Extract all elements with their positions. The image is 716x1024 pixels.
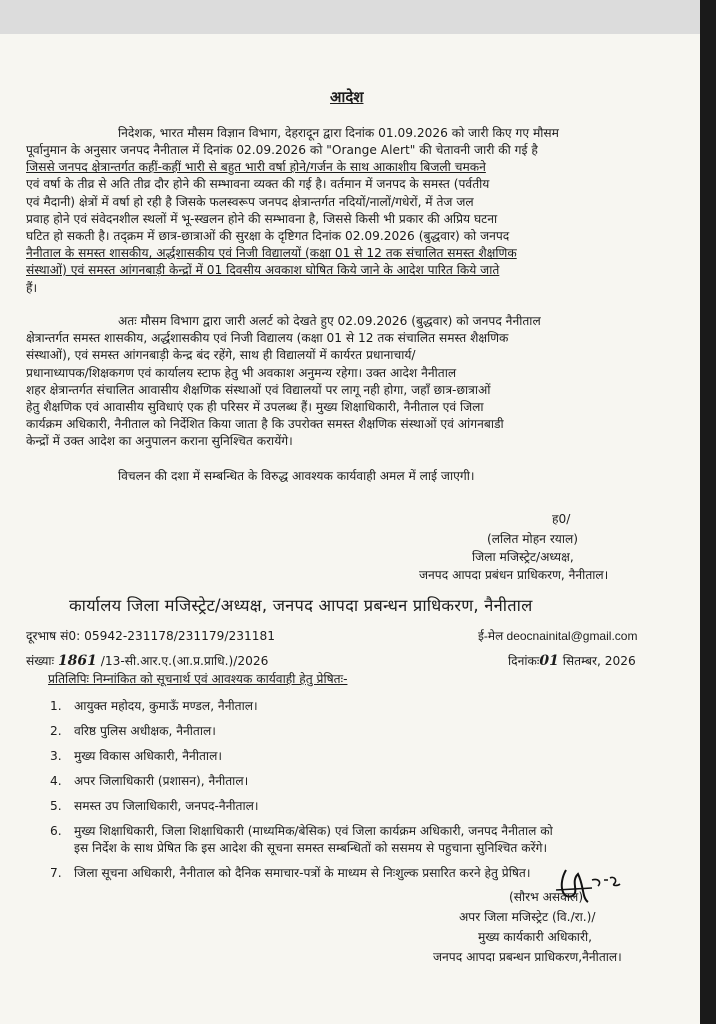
para1-line-6: प्रवाह होने एवं संवेदनशील स्थलों में भू-स्खलन होने की सम्भावना है, जिससे किसी भी प्रकार की अप्रिय घटना [26, 212, 498, 226]
reference-number [26, 653, 268, 669]
copy-item-6-line-2: इस निर्देश के साथ प्रेषित कि इस आदेश की सूचना समस्त सम्बन्धितों को ससमय से पहुचाना सुनिश्चित करेंगे। [74, 841, 548, 855]
letter-date [508, 653, 636, 669]
copy-item-2-num: 2. [50, 724, 62, 738]
scan-top-bar [0, 0, 716, 34]
copy-item-2: वरिष्ठ पुलिस अधीक्षक, नैनीताल। [74, 724, 216, 738]
para2-line-8: केन्द्रों में उक्त आदेश का अनुपालन कराना सुनिश्चित करायेंगे। [26, 434, 293, 448]
para1-line-1: निदेशक, भारत मौसम विज्ञान विभाग, देहरादून द्वारा दिनांक 01.09.2026 को जारी किए गए मौसम [118, 126, 559, 140]
copy-item-1-num: 1. [50, 699, 62, 713]
para1-line-9: संस्थाओं) एवं समस्त आंगनबाड़ी केन्द्रों में 01 दिवसीय अवकाश घोषित किये जाने के आदेश पारित किये जाते [26, 263, 500, 277]
sig1-desig1: जिला मजिस्ट्रेट/अध्यक्ष, [472, 550, 574, 564]
office-email: ई-मेल deocnainital@gmail.com [478, 629, 638, 643]
copy-item-4: अपर जिलाधिकारी (प्रशासन), नैनीताल। [74, 774, 249, 788]
copy-item-7-num: 7. [50, 866, 62, 880]
date-label: दिनांकः [508, 654, 540, 668]
document-page [0, 34, 716, 1024]
sig1-name: (ललित मोहन रयाल) [487, 532, 579, 546]
office-phone: दूरभाष सं0: 05942-231178/231179/231181 [26, 629, 276, 643]
copy-item-5: समस्त उप जिलाधिकारी, जनपद-नैनीताल। [74, 799, 259, 813]
para2-line-6: हेतु शैक्षणिक एवं आवासीय सुविधाएं एक ही परिसर में उपलब्ध हैं। मुख्य शिक्षाधिकारी, नैनीताल एवं जिला [26, 400, 484, 414]
sig1-desig2: जनपद आपदा प्रबंधन प्राधिकरण, नैनीताल। [419, 568, 609, 582]
scan-edge-shadow [700, 0, 716, 1024]
copy-item-3: मुख्य विकास अधिकारी, नैनीताल। [74, 749, 222, 763]
para1-line-5: एवं मैदानी) क्षेत्रों में वर्षा हो रही है जिसके फलस्वरूप जनपद क्षेत्रान्तर्गत नदियों/नालों/गधेरों, में तेज जल [26, 195, 474, 209]
para2-line-3: संस्थाओं), एवं समस्त आंगनबाड़ी केन्द्र बंद रहेंगे, साथ ही विद्यालयों में कार्यरत प्रधानाचार्य/ [26, 348, 416, 362]
copy-item-6-line-1: मुख्य शिक्षाधिकारी, जिला शिक्षाधिकारी (माध्यमिक/बेसिक) एवं जिला कार्यक्रम अधिकारी, जनपद नैनीताल को [74, 824, 553, 838]
para1-line-8: नैनीताल के समस्त शासकीय, अर्द्धशासकीय एवं निजी विद्यालयों (कक्षा 01 से 12 तक संचालित समस्त शैक्षणिक [26, 246, 517, 260]
para1-line-3: जिससे जनपद क्षेत्रान्तर्गत कहीं-कहीं भारी से बहुत भारी वर्षा होने/गर्जन के साथ आकाशीय बिजली चमकने [26, 160, 486, 174]
copy-item-3-num: 3. [50, 749, 62, 763]
date-handwritten: 01 [539, 653, 559, 669]
order-title: आदेश [330, 88, 364, 106]
para1-line-10: हैं। [26, 281, 38, 295]
ref-rest: /13-सी.आर.ए.(आ.प्र.प्राधि.)/2026 [100, 654, 269, 668]
copy-item-5-num: 5. [50, 799, 62, 813]
sig2-desig1: अपर जिला मजिस्ट्रेट (वि./रा.)/ [459, 910, 596, 924]
para2-line-5: शहर क्षेत्रान्तर्गत संचालित आवासीय शैक्षणिक संस्थाओं एवं विद्यालयों पर लागू नही होगा, जहाँ छात्र-छात्राओं [26, 383, 491, 397]
para2-line-2: क्षेत्रान्तर्गत समस्त शासकीय, अर्द्धशासकीय एवं निजी विद्यालय (कक्षा 01 से 12 तक संचालित समस्त शैक्षणिक [26, 331, 509, 345]
sig2-name: (सौरभ असवाल) [509, 890, 584, 904]
copy-item-7: जिला सूचना अधिकारी, नैनीताल को दैनिक समाचार-पत्रों के माध्यम से निःशुल्क प्रसारित करने हेतु प्रेषित। [74, 866, 531, 880]
para3: विचलन की दशा में सम्बन्धित के विरुद्ध आवश्यक कार्यवाही अमल में लाई जाएगी। [118, 469, 475, 483]
copy-item-4-num: 4. [50, 774, 62, 788]
sig1-mark: ह0/ [552, 512, 571, 526]
ref-label: संख्याः [26, 654, 55, 668]
sig2-desig2: मुख्य कार्यकारी अधिकारी, [478, 930, 592, 944]
copy-item-6-num: 6. [50, 824, 62, 838]
para2-line-1: अतः मौसम विभाग द्वारा जारी अलर्ट को देखते हुए 02.09.2026 (बुद्धवार) को जनपद नैनीताल [118, 314, 541, 328]
copy-item-1: आयुक्त महोदय, कुमाऊँ मण्डल, नैनीताल। [74, 699, 258, 713]
para2-line-4: प्रधानाध्यापक/शिक्षकगण एवं कार्यालय स्टाफ हेतु भी अवकाश अनुमन्य रहेगा। उक्त आदेश नैनीताल [26, 366, 457, 380]
para1-line-4: एवं वर्षा के तीव्र से अति तीव्र दौर होने की सम्भावना व्यक्त की गई है। वर्तमान में जनपद के समस्त (पर्वतीय [26, 177, 490, 191]
ref-number-handwritten: 1861 [57, 653, 97, 669]
sig2-desig3: जनपद आपदा प्रबन्धन प्राधिकरण,नैनीताल। [433, 950, 622, 964]
date-rest: सितम्बर, 2026 [562, 654, 636, 668]
office-header: कार्यालय जिला मजिस्ट्रेट/अध्यक्ष, जनपद आपदा प्रबन्धन प्राधिकरण, नैनीताल [69, 596, 533, 615]
copy-intro: प्रतिलिपिः निम्नांकित को सूचनार्थ एवं आवश्यक कार्यवाही हेतु प्रेषितः- [48, 672, 348, 686]
para2-line-7: कार्यक्रम अधिकारी, नैनीताल को निर्देशित किया जाता है कि उपरोक्त समस्त शैक्षणिक संस्थाओं एवं आंगनबाडी [26, 417, 504, 431]
para1-line-2: पूर्वानुमान के अनुसार जनपद नैनीताल में दिनांक 02.09.2026 को "Orange Alert" की चेतावनी जारी की गई है [26, 143, 538, 157]
para1-line-7: घटित हो सकती है। तद्क्रम में छात्र-छात्राओं की सुरक्षा के दृष्टिगत दिनांक 02.09.2026 (बुद्धवार) को जनपद [26, 229, 510, 243]
